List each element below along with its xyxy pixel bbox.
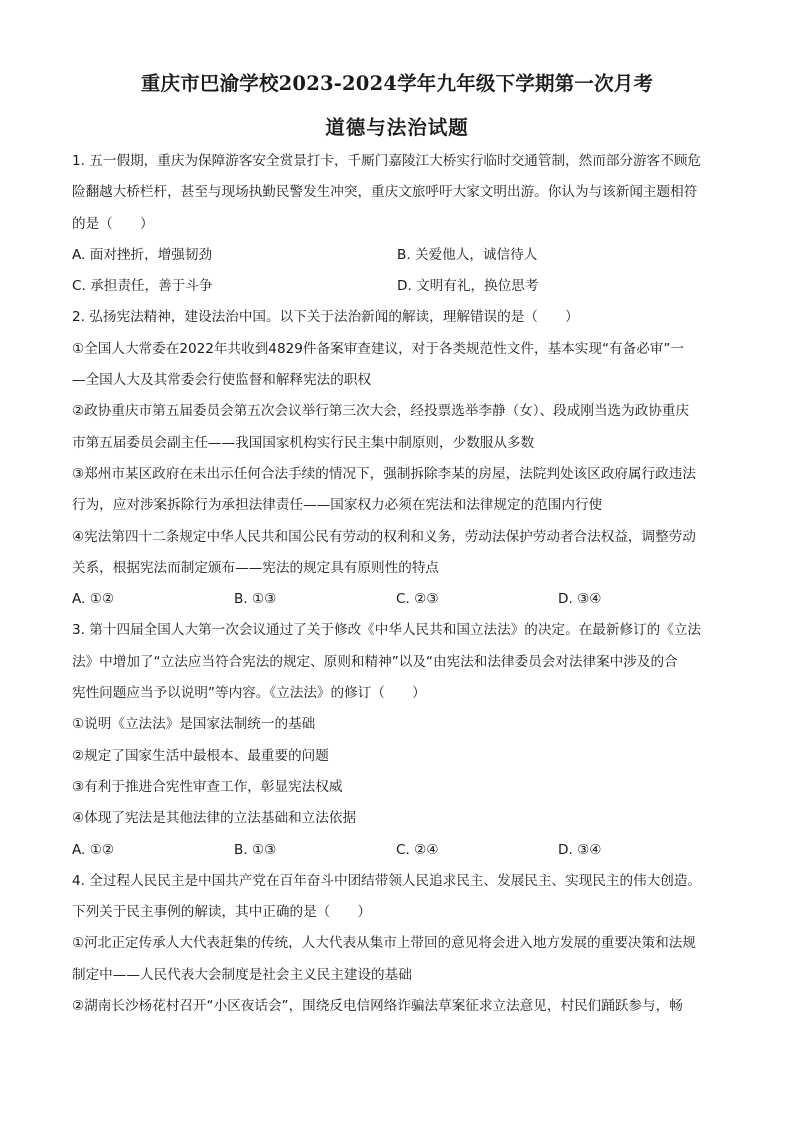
question-stem-line: 的是（ ） bbox=[72, 215, 154, 232]
question-stem-line: ④体现了宪法是其他法律的立法基础和立法依据 bbox=[72, 810, 357, 827]
question-stem-line: 行为，应对涉案拆除行为承担法律责任——国家权力必须在宪法和法律规定的范围内行使 bbox=[72, 497, 603, 514]
question-4 bbox=[72, 866, 722, 1022]
question-stem-line: ②规定了国家生活中最根本、最重要的问题 bbox=[72, 747, 329, 764]
question-stem-line: 市第五届委员会副主任——我国国家机构实行民主集中制原则，少数服从多数 bbox=[72, 434, 535, 451]
question-stem-line: 宪性问题应当予以说明”等内容。《立法法》的修订（ ） bbox=[72, 685, 426, 702]
question-stem-line: ①说明《立法法》是国家法制统一的基础 bbox=[72, 716, 316, 733]
option-c: C. 承担责任，善于斗争 bbox=[72, 278, 213, 295]
options-row bbox=[72, 835, 722, 866]
question-stem-line: ①全国人大常委在2022年共收到4829件备案审查建议，对于各类规范性文件，基本实现“有备必审”一 bbox=[72, 340, 685, 357]
option-d: D. ③④ bbox=[558, 841, 602, 858]
question-3 bbox=[72, 615, 722, 865]
option-d: D. 文明有礼，换位思考 bbox=[397, 278, 539, 295]
question-stem-line: 下列关于民主事例的解读，其中正确的是（ ） bbox=[72, 904, 372, 921]
question-stem-line: ④宪法第四十二条规定中华人民共和国公民有劳动的权利和义务，劳动法保护劳动者合法权益，调整劳动 bbox=[72, 528, 696, 545]
option-b: B. 关爱他人，诚信待人 bbox=[397, 246, 538, 263]
option-a: A. 面对挫折，增强韧劲 bbox=[72, 246, 213, 263]
question-stem-line: —全国人大及其常委会行使监督和解释宪法的职权 bbox=[72, 372, 372, 389]
option-b: B. ①③ bbox=[234, 841, 277, 858]
options-row bbox=[72, 240, 722, 271]
options-row bbox=[72, 584, 722, 615]
exam-subject-title: 道德与法治试题 bbox=[325, 116, 469, 139]
question-stem-line: 制定中——人民代表大会制度是社会主义民主建设的基础 bbox=[72, 966, 412, 983]
option-c: C. ②④ bbox=[396, 841, 439, 858]
question-stem-line: 险翻越大桥栏杆，甚至与现场执勤民警发生冲突，重庆文旅呼吁大家文明出游。你认为与该新闻主题相符 bbox=[72, 184, 698, 201]
question-1 bbox=[72, 146, 722, 302]
question-stem-line: 1. 五一假期，重庆为保障游客安全赏景打卡，千厮门嘉陵江大桥实行临时交通管制，然而部分游客不顾危 bbox=[72, 153, 702, 169]
option-b: B. ①③ bbox=[234, 591, 277, 608]
option-a: A. ①② bbox=[72, 841, 115, 858]
question-list bbox=[72, 146, 722, 1022]
option-c: C. ②③ bbox=[396, 591, 439, 608]
option-d: D. ③④ bbox=[558, 591, 602, 608]
question-stem-line: ③有利于推进合宪性审查工作，彰显宪法权威 bbox=[72, 778, 343, 795]
option-a: A. ①② bbox=[72, 591, 115, 608]
question-stem-line: ②湖南长沙杨花村召开“小区夜话会”，围绕反电信网络诈骗法草案征求立法意见，村民们踊跃参与，畅 bbox=[72, 998, 683, 1015]
question-2 bbox=[72, 302, 722, 615]
exam-title: 重庆市巴渝学校2023-2024学年九年级下学期第一次月考 bbox=[140, 72, 654, 95]
question-stem-line: ①河北正定传承人大代表赶集的传统，人大代表从集市上带回的意见将会进入地方发展的重要决策和法规 bbox=[72, 935, 696, 952]
question-stem-line: ③郑州市某区政府在未出示任何合法手续的情况下，强制拆除李某的房屋，法院判处该区政府属行政违法 bbox=[72, 465, 696, 482]
question-stem-line: 关系，根据宪法而制定颁布——宪法的规定具有原则性的特点 bbox=[72, 559, 440, 576]
question-stem-line: 法》中增加了“立法应当符合宪法的规定、原则和精神”以及“由宪法和法律委员会对法律案中涉及的合 bbox=[72, 653, 678, 670]
question-stem-line: 3. 第十四届全国人大第一次会议通过了关于修改《中华人民共和国立法法》的决定。在最新修订的《立法 bbox=[72, 622, 702, 639]
question-stem-line: ②政协重庆市第五届委员会第五次会议举行第三次大会，经投票选举李静（女）、段成刚当选为政协重庆 bbox=[72, 403, 690, 420]
options-row bbox=[72, 271, 722, 302]
question-stem-line: 4. 全过程人民民主是中国共产党在百年奋斗中团结带领人民追求民主、发展民主、实现民主的伟大创造。 bbox=[72, 872, 702, 889]
question-stem-line: 2. 弘扬宪法精神，建设法治中国。以下关于法治新闻的解读，理解错误的是（ ） bbox=[72, 309, 579, 326]
